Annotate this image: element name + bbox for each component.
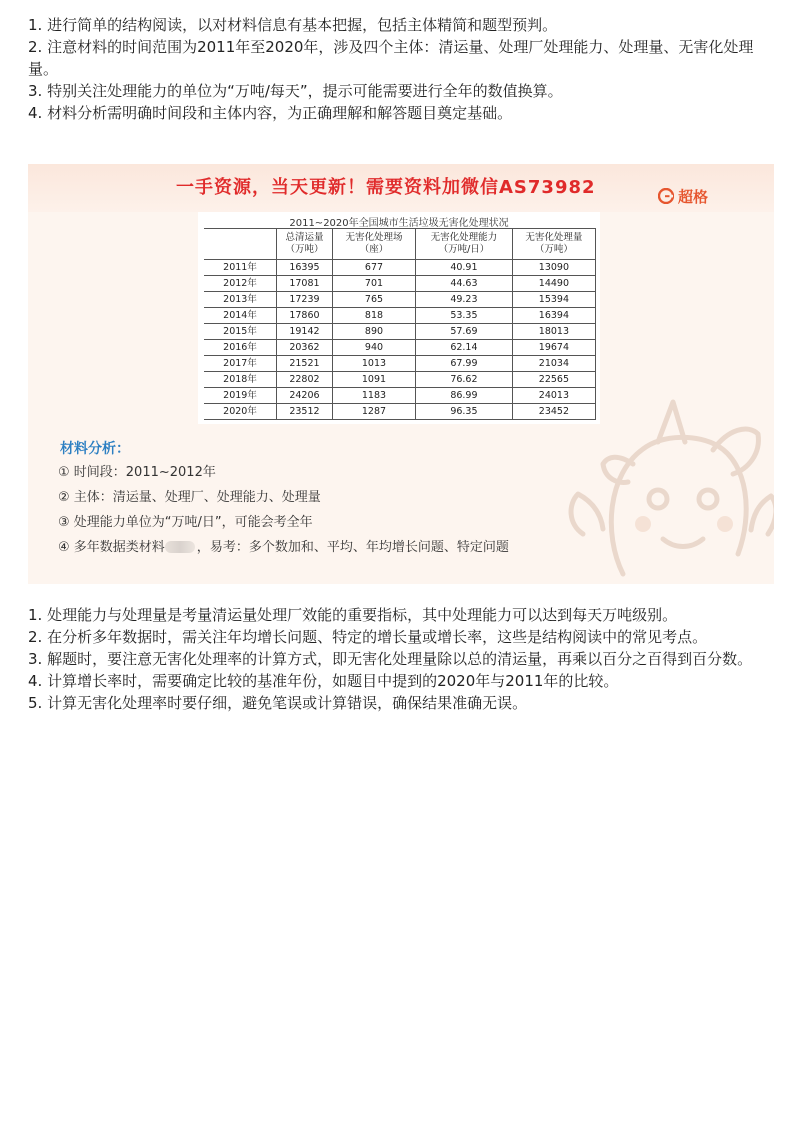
table-cell: 2014年 <box>204 308 277 324</box>
table-row <box>204 340 596 356</box>
table-row <box>204 308 596 324</box>
table-cell: 18013 <box>512 324 595 340</box>
table-cell: 2012年 <box>204 276 277 292</box>
table-cell: 2019年 <box>204 388 277 404</box>
table-cell: 2015年 <box>204 324 277 340</box>
table-cell: 677 <box>332 260 415 276</box>
table-cell: 890 <box>332 324 415 340</box>
brand-logo-icon <box>658 188 674 204</box>
table-cell: 2018年 <box>204 372 277 388</box>
table-row <box>204 324 596 340</box>
table-row <box>204 356 596 372</box>
table-cell: 818 <box>332 308 415 324</box>
table-cell: 13090 <box>512 260 595 276</box>
table-cell: 1287 <box>332 404 415 420</box>
table-title: 2011~2020年全国城市生活垃圾无害化处理状况 <box>289 218 509 229</box>
analysis-item: ③ 处理能力单位为“万吨/日”，可能会考全年 <box>58 515 313 530</box>
table-row <box>204 404 596 420</box>
table-header-cell: 无害化处理场 （座） <box>332 229 415 260</box>
table-header-row <box>204 229 596 260</box>
table-cell: 2017年 <box>204 356 277 372</box>
table-cell: 22565 <box>512 372 595 388</box>
analysis-item: ① 时间段：2011~2012年 <box>58 465 216 480</box>
table-row <box>204 292 596 308</box>
analysis-item-suffix: 易考：多个数加和、平均、年均增长问题、特定问题 <box>209 540 509 555</box>
table-cell: 2020年 <box>204 404 277 420</box>
note-item: 4. 材料分析需明确时间段和主体内容，为正确理解和解答题目奠定基础。 <box>28 104 513 122</box>
table-cell: 16395 <box>277 260 333 276</box>
promo-banner <box>28 164 774 212</box>
table-cell: 1091 <box>332 372 415 388</box>
data-table <box>204 228 596 420</box>
table-cell: 57.69 <box>416 324 513 340</box>
table-cell: 2013年 <box>204 292 277 308</box>
table-row <box>204 276 596 292</box>
data-table-card <box>198 212 600 424</box>
table-cell: 15394 <box>512 292 595 308</box>
table-cell: 20362 <box>277 340 333 356</box>
table-cell: 19674 <box>512 340 595 356</box>
table-cell: 22802 <box>277 372 333 388</box>
blurred-text <box>165 541 195 553</box>
analysis-list <box>58 460 509 560</box>
analysis-title: 材料分析： <box>60 441 130 457</box>
note-item: 1. 处理能力与处理量是考量清运量处理厂效能的重要指标，其中处理能力可以达到每天万吨级别。 <box>28 606 678 624</box>
table-cell: 49.23 <box>416 292 513 308</box>
table-cell: 21034 <box>512 356 595 372</box>
note-item: 2. 注意材料的时间范围为2011年至2020年，涉及四个主体：清运量、处理厂处理能力、处理量、无害化处理量。 <box>28 38 754 78</box>
analysis-item-prefix: ④ 多年数据类材料 <box>58 540 165 555</box>
table-cell: 17860 <box>277 308 333 324</box>
notes-bottom <box>28 604 772 714</box>
table-cell: 1013 <box>332 356 415 372</box>
table-cell: 19142 <box>277 324 333 340</box>
table-header-cell: 无害化处理能力 （万吨/日） <box>416 229 513 260</box>
table-cell: 1183 <box>332 388 415 404</box>
table-cell: 14490 <box>512 276 595 292</box>
note-item: 5. 计算无害化处理率时要仔细，避免笔误或计算错误，确保结果准确无误。 <box>28 694 528 712</box>
brand-name: 超格 <box>678 188 709 206</box>
table-body <box>204 260 596 420</box>
brand-logo <box>658 186 708 207</box>
table-cell: 2011年 <box>204 260 277 276</box>
table-header-cell <box>204 229 277 260</box>
table-cell: 701 <box>332 276 415 292</box>
note-item: 1. 进行简单的结构阅读，以对材料信息有基本把握，包括主体精简和题型预判。 <box>28 16 558 34</box>
table-cell: 17239 <box>277 292 333 308</box>
table-header-cell: 无害化处理量 （万吨） <box>512 229 595 260</box>
table-cell: 765 <box>332 292 415 308</box>
analysis-item: ② 主体：清运量、处理厂、处理能力、处理量 <box>58 490 321 505</box>
note-item: 3. 特别关注处理能力的单位为“万吨/每天”，提示可能需要进行全年的数值换算。 <box>28 82 563 100</box>
table-cell: 23512 <box>277 404 333 420</box>
table-cell: 67.99 <box>416 356 513 372</box>
table-cell: 40.91 <box>416 260 513 276</box>
banner-text: 一手资源，当天更新！需要资料加微信AS73982 <box>176 177 596 198</box>
table-cell: 53.35 <box>416 308 513 324</box>
table-cell: 86.99 <box>416 388 513 404</box>
note-item: 4. 计算增长率时，需要确定比较的基准年份，如题目中提到的2020年与2011年的比较。 <box>28 672 619 690</box>
analysis-item: ④ 多年数据类材料 ，易考：多个数加和、平均、年均增长问题、特定问题 <box>58 540 509 555</box>
note-item: 2. 在分析多年数据时，需关注年均增长问题、特定的增长量或增长率，这些是结构阅读中的常见考点。 <box>28 628 708 646</box>
table-row <box>204 388 596 404</box>
table-row <box>204 372 596 388</box>
table-cell: 44.63 <box>416 276 513 292</box>
note-item: 3. 解题时，要注意无害化处理率的计算方式，即无害化处理量除以总的清运量，再乘以百分之百得到百分数。 <box>28 650 753 668</box>
notes-top <box>28 14 772 124</box>
table-cell: 24013 <box>512 388 595 404</box>
table-cell: 76.62 <box>416 372 513 388</box>
table-cell: 62.14 <box>416 340 513 356</box>
table-cell: 96.35 <box>416 404 513 420</box>
table-cell: 17081 <box>277 276 333 292</box>
table-cell: 24206 <box>277 388 333 404</box>
table-cell: 940 <box>332 340 415 356</box>
table-cell: 16394 <box>512 308 595 324</box>
table-cell: 2016年 <box>204 340 277 356</box>
table-cell: 23452 <box>512 404 595 420</box>
material-image-panel <box>28 164 774 584</box>
table-header-cell: 总清运量 （万吨） <box>277 229 333 260</box>
table-row <box>204 260 596 276</box>
table-cell: 21521 <box>277 356 333 372</box>
